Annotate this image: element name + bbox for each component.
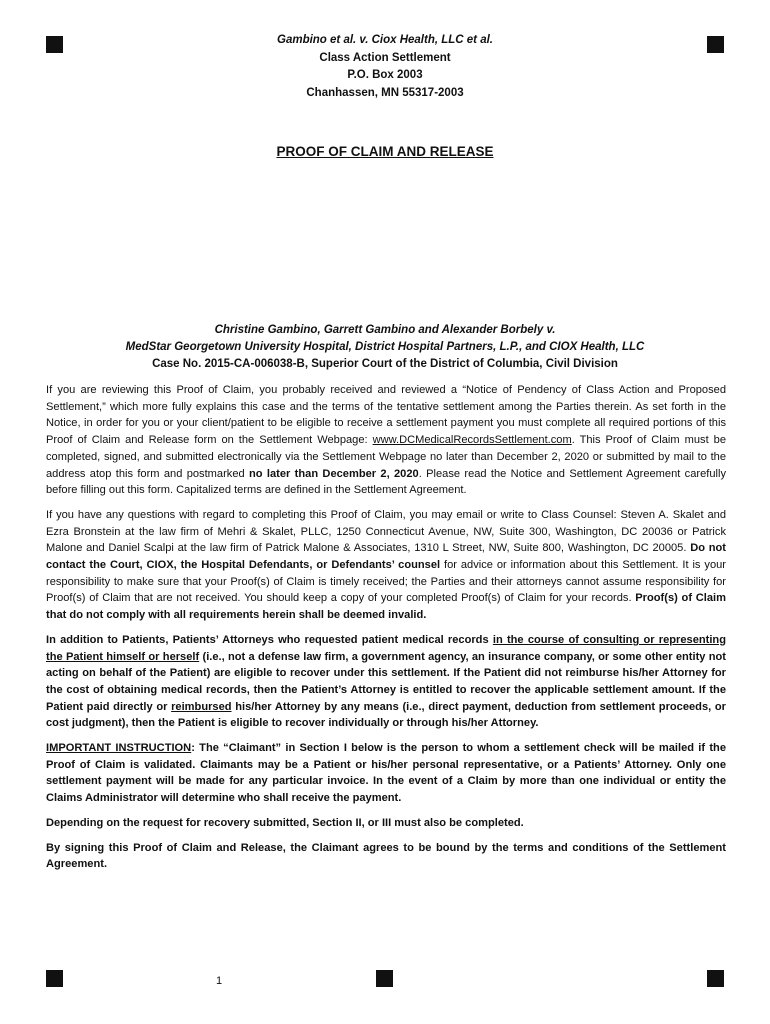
mailing-header xyxy=(0,32,770,102)
attorneys-text: In addition to Patients, Patients’ Attorneys who requested patient medical records xyxy=(46,633,493,646)
header-line-city: Chanhassen, MN 55317-2003 xyxy=(306,86,464,99)
important-instruction-text: : The “Claimant” in Section I below is the person to whom a settlement check will be mailed if the Proof of Claim is validated. Claimants may be a Patient or his/her personal representative, or a Patients’ Attorney. Only one settlement payment will be made for any particular invoice. In the event of a Claim by more than one individual or entity the Claims Administrator will determine who shall receive the payment. xyxy=(46,742,726,805)
case-caption xyxy=(0,322,770,373)
caption-case-number: Case No. 2015-CA-006038-B, Superior Court of the District of Columbia, Civil Division xyxy=(152,358,618,370)
reimbursed-text: reimbursed xyxy=(171,700,232,713)
case-title: Gambino et al. v. Ciox Health, LLC et al. xyxy=(277,34,493,46)
intro-text: If you are reviewing this Proof of Claim, you probably received and reviewed a “Notice of Pendency of Class Action and Proposed Settlement,” which more fully explains this case and the terms of the tentative settlement among the Parties therein. As set forth in the Notice, in order for you or your client/patient to be eligible to receive a settlement payment you must complete all required portions of this Proof of Claim and Release form on the Settlement Webpage: xyxy=(46,384,726,447)
important-instruction-label: IMPORTANT INSTRUCTION xyxy=(46,742,192,755)
registration-mark-bottom-right xyxy=(707,970,724,987)
attorneys-underlined-text: in the course of consulting or representing the Patient himself or herself xyxy=(46,633,726,663)
document-body xyxy=(46,382,726,881)
page-number: 1 xyxy=(216,975,223,987)
invalid-claims-text: Proof(s) of Claim that do not comply with all requirements herein shall be deemed invalid. xyxy=(46,592,726,622)
caption-defendants: MedStar Georgetown University Hospital, District Hospital Partners, L.P., and CIOX Health, LLC xyxy=(125,341,645,353)
intro-text-3: . Please read the Notice and Settlement Agreement carefully before filling out this form. Capitalized terms are defined in the Settlement Agreement. xyxy=(46,467,726,497)
document-title: PROOF OF CLAIM AND RELEASE xyxy=(276,144,494,159)
caption-plaintiffs: Christine Gambino, Garrett Gambino and Alexander Borbely v. xyxy=(214,324,556,336)
header-line-po-box: P.O. Box 2003 xyxy=(347,69,423,81)
paragraph-important-instruction xyxy=(46,740,726,807)
paragraph-intro xyxy=(46,382,726,499)
paragraph-sections: Depending on the request for recovery submitted, Section II, or III must also be completed. xyxy=(46,816,524,829)
questions-text-2: for advice or information about this Settlement. It is your responsibility to make sure that your Proof(s) of Claim is timely received; the Parties and their attorneys cannot assume responsibility for Proof(s) of Claim that are not received. You should keep a copy of your completed Proof(s) of Claim for your records. xyxy=(46,559,726,605)
paragraph-agreement: By signing this Proof of Claim and Release, the Claimant agrees to be bound by the terms and conditions of the Settlement Agreement. xyxy=(46,841,726,871)
paragraph-attorneys xyxy=(46,632,726,732)
registration-mark-bottom-left xyxy=(46,970,63,987)
header-line-settlement: Class Action Settlement xyxy=(319,51,451,64)
registration-mark-bottom-center xyxy=(376,970,393,987)
settlement-webpage-link[interactable]: www.DCMedicalRecordsSettlement.com xyxy=(372,434,572,447)
intro-text-2: . This Proof of Claim must be completed, signed, and submitted electronically via the Settlement Webpage no later than December 2, 2020 or submitted by mail to the address atop this form and postmarked xyxy=(46,434,726,480)
attorneys-text-3: his/her Attorney by any means (i.e., direct payment, deduction from settlement proceeds, or cost judgment), then the Patient is eligible to recover individually or through his/her Attorney. xyxy=(46,700,726,730)
questions-text: If you have any questions with regard to completing this Proof of Claim, you may email or write to Class Counsel: Steven A. Skalet and Ezra Bronstein at the law firm of Mehri & Skalet, PLLC, 1250 Connecticut Avenue, NW, Suite 300, Washington, DC 20036 or Patrick Malone and Daniel Scalpi at the law firm of Patrick Malone & Associates, 1310 L Street, NW, Suite 800, Washington, DC 20005. xyxy=(46,508,726,555)
do-not-contact-text: Do not contact the Court, CIOX, the Hospital Defendants, or Defendants’ counsel xyxy=(46,542,726,572)
paragraph-questions xyxy=(46,507,726,624)
deadline-text: no later than December 2, 2020 xyxy=(249,467,419,480)
attorneys-text-2: (i.e., not a defense law firm, a government agency, an insurance company, or some other entity not acting on behalf of the Patient) are eligible to recover under this settlement. If the Patient did not reimburse his/her Attorney for the cost of obtaining medical records, then the Patient’s Attorney is entitled to recover the applicable settlement amount. If the Patient paid directly or xyxy=(46,650,726,713)
